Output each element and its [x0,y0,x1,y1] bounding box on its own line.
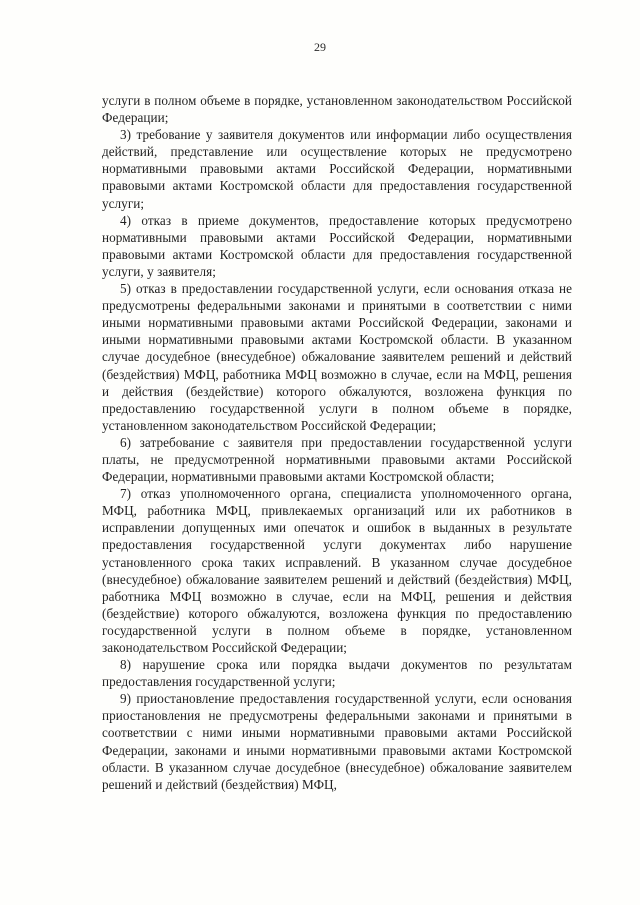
document-body [102,92,572,793]
paragraph-item-5: 5) отказ в предоставлении государственной услуги, если основания отказа не предусмотрены федеральными законами и принятыми в соответствии с ними иными нормативными правовыми актами Российской Федерации, законами и иными нормативными правовыми актами Костромской области. В указанном случае досудебное (внесудебное) обжалование заявителем решений и действий (бездействия) МФЦ, работника МФЦ возможно в случае, если на МФЦ, решения и действия (бездействие) которого обжалуются, возложена функция по предоставлению государственной услуги в полном объеме в порядке, установленном законодательством Российской Федерации; [102,281,572,433]
paragraph-item-4: 4) отказ в приеме документов, предоставление которых предусмотрено нормативными правовыми актами Российской Федерации, нормативными правовыми актами Костромской области для предоставления государственной услуги, у заявителя; [102,212,572,279]
paragraph-item-6: 6) затребование с заявителя при предоставлении государственной услуги платы, не предусмотренной нормативными правовыми актами Российской Федерации, нормативными правовыми актами Костромской области; [102,434,572,485]
paragraph-item-8: 8) нарушение срока или порядка выдачи документов по результатам предоставления государственной услуги; [102,657,572,690]
paragraph-item-3: 3) требование у заявителя документов или информации либо осуществления действий, представление или осуществление которых не предусмотрено нормативными правовыми актами Российской Федерации, нормативными правовыми актами Костромской области для предоставления государственной услуги; [102,127,572,211]
paragraph-continuation: услуги в полном объеме в порядке, установленном законодательством Российской Федерации; [102,93,572,126]
paragraph-item-7: 7) отказ уполномоченного органа, специалиста уполномоченного органа, МФЦ, работника МФЦ, привлекаемых организаций или их работников в исправлении допущенных ими опечаток и ошибок в выданных в результате предоставления государственной услуги документах либо нарушение установленного срока таких исправлений. В указанном случае досудебное (внесудебное) обжалование заявителем решений и действий (бездействия) МФЦ, работника МФЦ возможно в случае, если на МФЦ, решения и действия (бездействие) которого обжалуются, возложена функция по предоставлению государственной услуги в полном объеме в порядке, установленном законодательством Российской Федерации; [102,486,572,655]
page-number: 29 [314,40,326,54]
paragraph-item-9: 9) приостановление предоставления государственной услуги, если основания приостановления не предусмотрены федеральными законами и принятыми в соответствии с ними иными нормативными правовыми актами Российской Федерации, законами и иными нормативными правовыми актами Костромской области. В указанном случае досудебное (внесудебное) обжалование заявителем решений и действий (бездействия) МФЦ, [102,691,572,792]
